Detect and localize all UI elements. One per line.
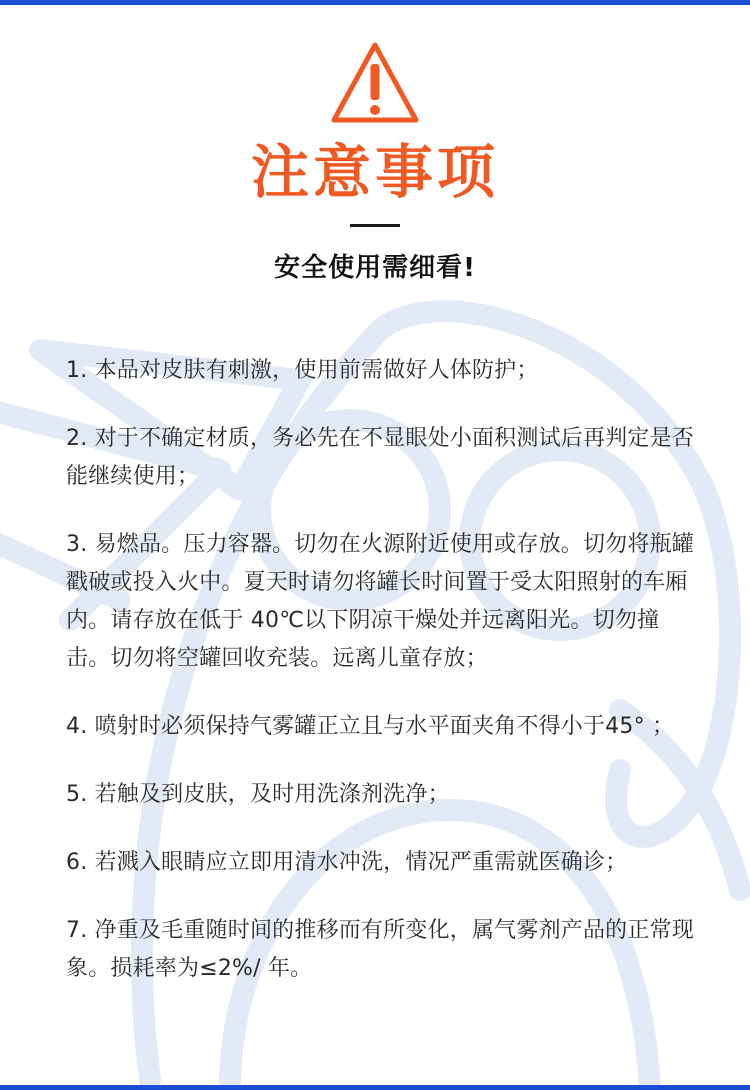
precaution-item: 6. 若溅入眼睛应立即用清水冲洗，情况严重需就医确诊； <box>66 850 628 875</box>
precaution-item: 3. 易燃品。压力容器。切勿在火源附近使用或存放。切勿将瓶罐戳破或投入火中。夏天时请勿将罐长时间置于受太阳照射的车厢内。请存放在低于 40℃以下阴凉干燥处并远离阳光。切勿撞击。切勿将空罐回收充装。远离儿童存放； <box>66 532 694 671</box>
precaution-item: 1. 本品对皮肤有刺激，使用前需做好人体防护； <box>66 358 539 383</box>
precaution-item: 2. 对于不确定材质，务必先在不显眼处小面积测试后再判定是否能继续使用； <box>66 426 694 489</box>
precaution-item: 7. 净重及毛重随时间的推移而有所变化，属气雾剂产品的正常现象。损耗率为≤2%/ 年。 <box>66 918 694 981</box>
precaution-item: 4. 喷射时必须保持气雾罐正立且与水平面夹角不得小于45° ； <box>66 714 675 739</box>
page-subtitle: 安全使用需细看! <box>274 253 476 283</box>
top-accent-bar <box>0 0 750 5</box>
precaution-item: 5. 若触及到皮肤，及时用洗涤剂洗净； <box>66 782 450 807</box>
page-header <box>0 40 750 284</box>
page-title: 注意事项 <box>250 138 499 206</box>
warning-triangle-icon <box>329 40 421 126</box>
title-divider <box>350 224 400 227</box>
bottom-accent-bar <box>0 1085 750 1090</box>
precautions-list <box>66 352 694 1018</box>
